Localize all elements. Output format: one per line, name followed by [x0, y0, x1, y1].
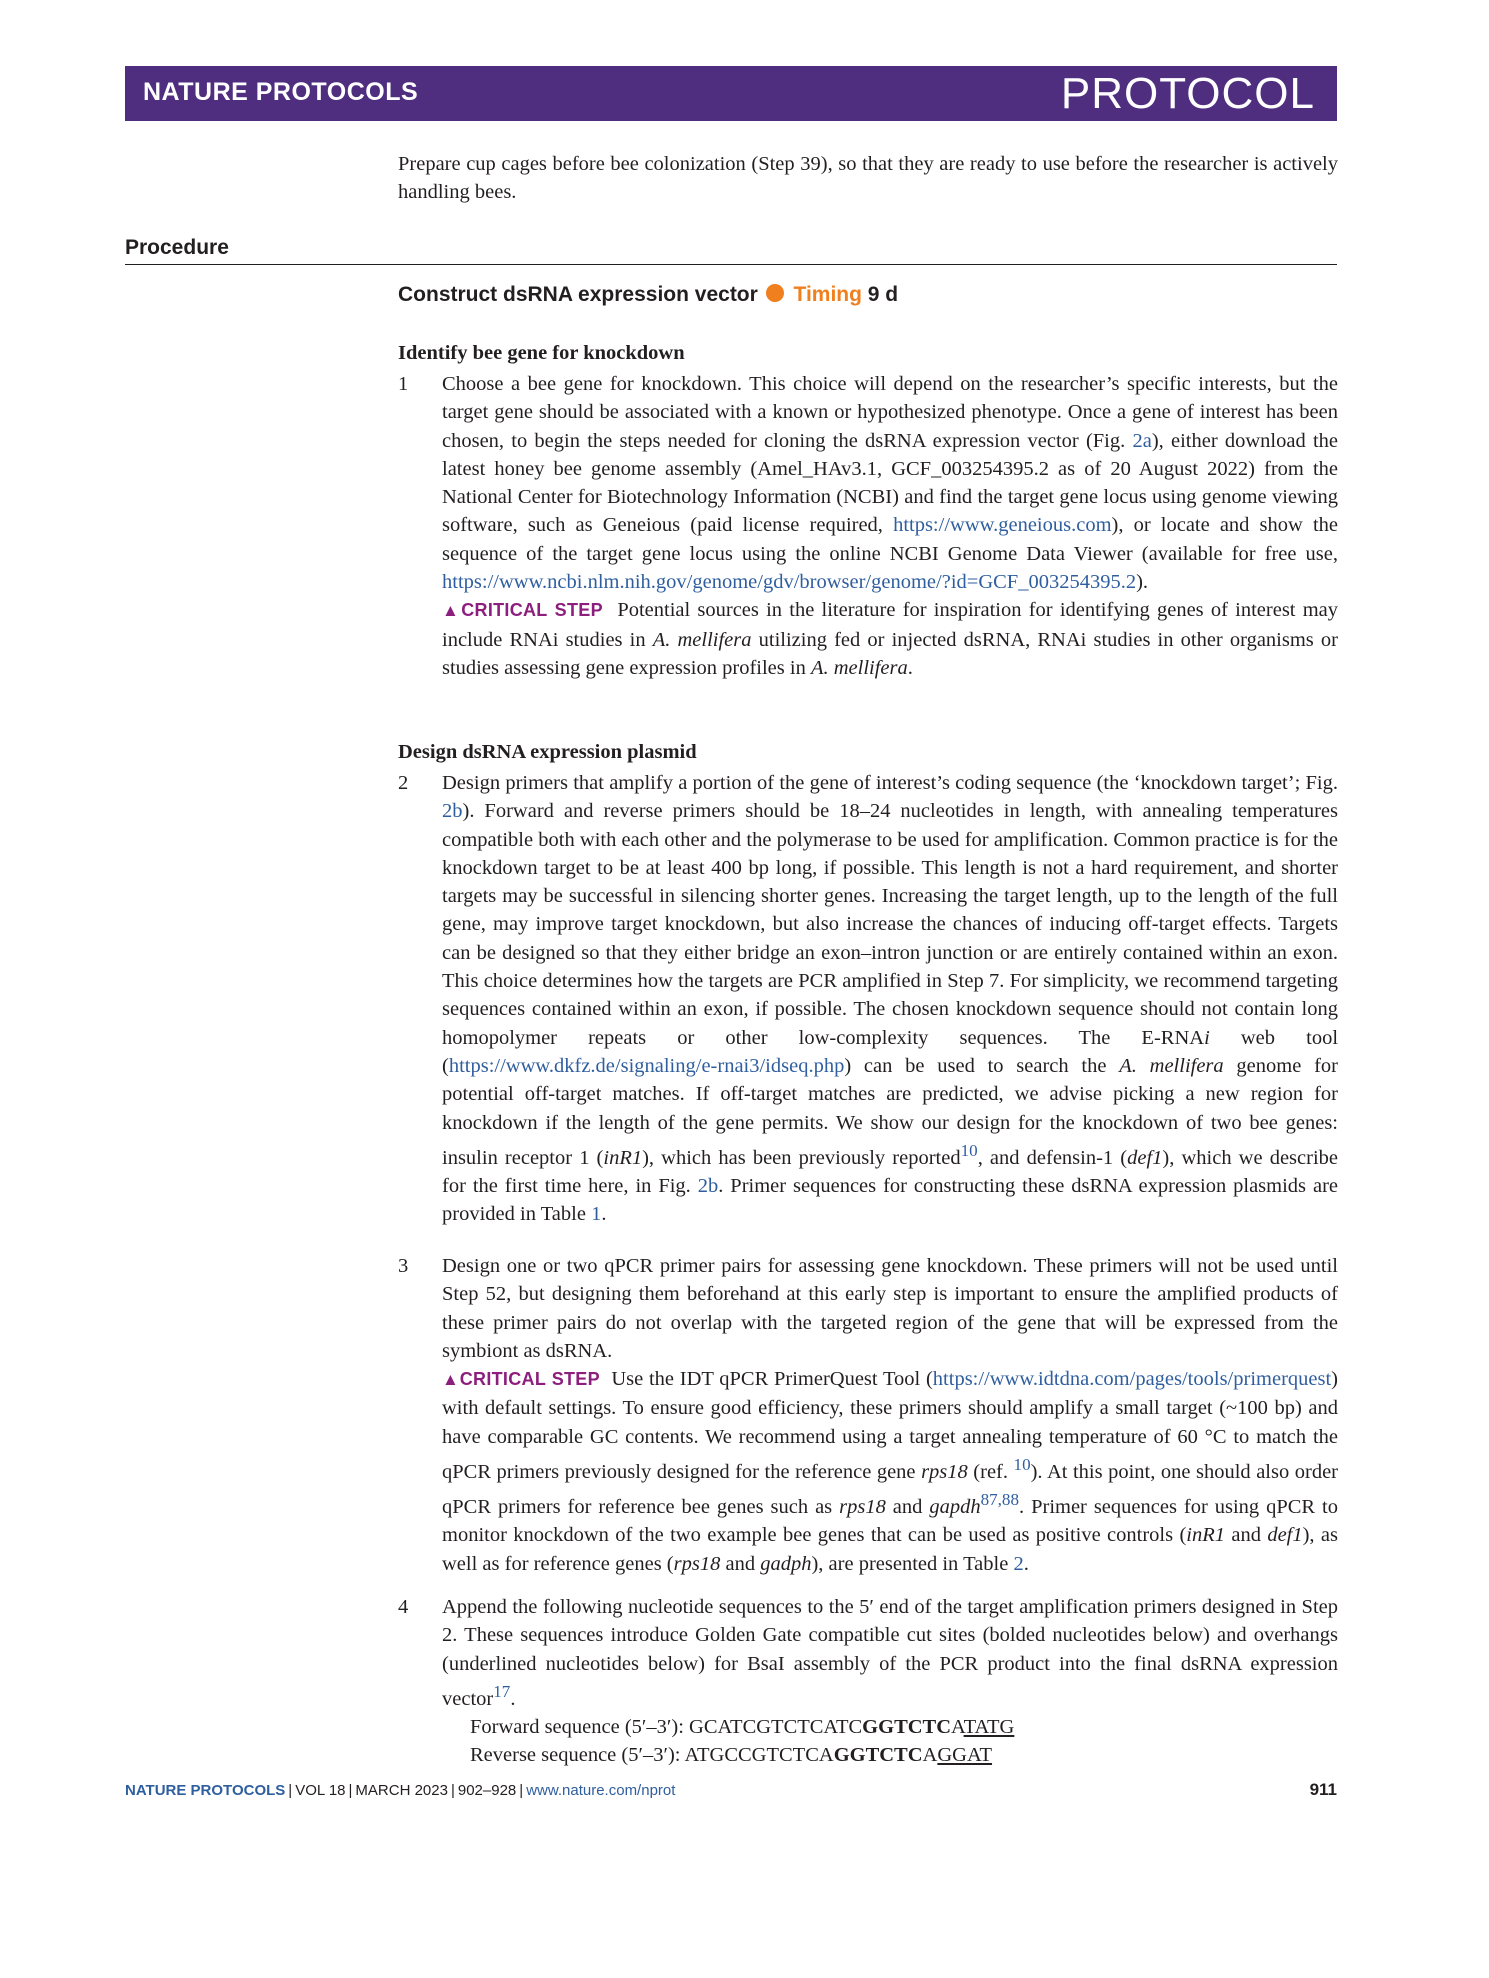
critical-step-label: ▲CRITICAL STEP	[442, 1369, 600, 1390]
step-number: 1	[398, 373, 409, 395]
journal-name: NATURE PROTOCOLS	[143, 78, 419, 106]
primerquest-link[interactable]: https://www.idtdna.com/pages/tools/primerquest	[932, 1368, 1332, 1391]
warning-triangle-icon: ▲	[442, 601, 462, 621]
step-text: Design one or two qPCR primer pairs for assessing gene knockdown. These primers will not be used until Step 52, but designing them beforehand at this early step is important to ensure the amplified products of these primer pairs do not overlap with the targeted region of the gene that will be expressed from the symbiont as dsRNA. ▲CRITICAL STEP Use the IDT qPCR PrimerQuest Tool (https://www.idtdna.com/pages/tools/primerquest) with default settings. To ensure good efficiency, these primers should amplify a small target (~100 bp) and have comparable GC contents. We recommend using a target annealing temperature of 60 °C to match the qPCR primers previously designed for the reference gene rps18 (ref. $^{10}$). At this point, one should also order qPCR primers for reference bee genes such as rps18 and gapdh$^{87,88}$. Primer sequences for using qPCR to monitor knockdown of the two example bee genes that can be used as positive controls (inR1 and def1), as well as for reference genes (rps18 and gadph), are presented in Table 2.	[442, 1255, 1338, 1575]
intro-paragraph: Prepare cup cages before bee colonization (Step 39), so that they are ready to use before the researcher is actively handling bees.	[398, 153, 1338, 204]
ncbi-viewer-link[interactable]: https://www.ncbi.nlm.nih.gov/genome/gdv/browser/genome/?id=GCF_003254395.2	[442, 571, 1137, 594]
header-banner	[125, 66, 1337, 121]
forward-sequence: Forward sequence (5′–3′): GCATCGTCTCATCGGTCTCATATG	[470, 1716, 1015, 1739]
step-2	[398, 769, 1338, 1229]
reverse-sequence: Reverse sequence (5′–3′): ATGCCGTCTCAGGTCTCAGGAT	[470, 1744, 993, 1767]
footer-pages: 902–928	[457, 1782, 517, 1799]
step-4	[398, 1593, 1338, 1770]
timing-dot-icon	[766, 284, 784, 302]
footer-date: MARCH 2023	[355, 1782, 448, 1799]
reference-link[interactable]: 87,88	[980, 1490, 1020, 1510]
subheading-identify-gene: Identify bee gene for knockdown	[398, 342, 685, 364]
step-1	[398, 370, 1338, 682]
critical-step-label: ▲CRITICAL STEP	[442, 600, 603, 621]
reference-link[interactable]: 10	[1013, 1455, 1031, 1475]
procedure-divider	[125, 264, 1337, 265]
article-type: PROTOCOL	[1060, 69, 1315, 118]
reference-link[interactable]: 10	[960, 1140, 978, 1160]
table-link[interactable]: 1	[591, 1203, 602, 1226]
footer-journal: NATURE PROTOCOLS	[125, 1782, 286, 1799]
table-link[interactable]: 2	[1013, 1552, 1024, 1575]
timing-value: 9 d	[867, 283, 899, 306]
step-text: Design primers that amplify a portion of the gene of interest’s coding sequence (the ‘knockdown target’; Fig. 2b). Forward and reverse primers should be 18–24 nucleotides in length, with annealing temperatures compatible both with each other and the polymerase to be used for amplification. Common practice is for the knockdown target to be at least 400 bp long, if possible. This length is not a hard requirement, and shorter targets may be successful in silencing shorter genes. Increasing the target length, up to the length of the full gene, may improve target knockdown, but also increase the chances of inducing off-target effects. Targets can be designed so that they either bridge an exon–intron junction or are entirely contained within an exon. This choice determines how the targets are PCR amplified in Step 7. For simplicity, we recommend targeting sequences contained within an exon, if possible. The chosen knockdown sequence should not contain long homopolymer repeats or other low-complexity sequences. The E-RNAi web tool (https://www.dkfz.de/signaling/e-rnai3/idseq.php) can be used to search the A. mellifera genome for potential off-target matches. If off-target matches are predicted, we advise picking a new region for knockdown if the length of the gene permits. We show our design for the knockdown of two bee genes: insulin receptor 1 (inR1), which has been previously reported$^{10}$, and defensin-1 (def1), which we describe for the first time here, in Fig. 2b. Primer sequences for constructing these dsRNA expression plasmids are provided in Table 1.	[442, 772, 1339, 1226]
step-text: Choose a bee gene for knockdown. This choice will depend on the researcher’s specific interests, but the target gene should be associated with a known or hypothesized phenotype. Once a gene of interest has been chosen, to begin the steps needed for cloning the dsRNA expression vector (Fig. 2a), either download the latest honey bee genome assembly (Amel_HAv3.1, GCF_003254395.2 as of 20 August 2022) from the National Center for Biotechnology Information (NCBI) and find the target gene locus using genome viewing software, such as Geneious (paid license required, https://www.geneious.com), or locate and show the sequence of the target gene locus using the online NCBI Genome Data Viewer (available for free use, https://www.ncbi.nlm.nih.gov/genome/gdv/browser/genome/?id=GCF_003254395.2). ▲CRITICAL STEP Potential sources in the literature for inspiration for identifying genes of interest may include RNAi studies in A. mellifera utilizing fed or injected dsRNA, RNAi studies in other organisms or studies assessing gene expression profiles in A. mellifera.	[442, 373, 1339, 679]
geneious-link[interactable]: https://www.geneious.com	[893, 514, 1112, 537]
timing-label: Timing	[793, 283, 862, 306]
subheading-design-plasmid: Design dsRNA expression plasmid	[398, 741, 697, 763]
step-number: 3	[398, 1255, 409, 1277]
procedure-title: Procedure	[125, 236, 229, 259]
ernai-link[interactable]: https://www.dkfz.de/signaling/e-rnai3/idseq.php	[448, 1054, 845, 1077]
step-number: 2	[398, 772, 409, 794]
footer-volume: VOL 18	[295, 1782, 346, 1799]
warning-triangle-icon: ▲	[442, 1370, 460, 1390]
figure-link[interactable]: 2b	[697, 1174, 719, 1197]
figure-link[interactable]: 2a	[1132, 429, 1152, 452]
page-number: 911	[1309, 1780, 1337, 1799]
section-heading	[398, 283, 898, 307]
step-number: 4	[398, 1596, 409, 1618]
step-3	[398, 1252, 1338, 1578]
reference-link[interactable]: 17	[493, 1681, 511, 1701]
figure-link[interactable]: 2b	[442, 800, 463, 823]
page-footer: NATURE PROTOCOLS | VOL 18 | MARCH 2023 | 902–928 | www.nature.com/nprot 911	[125, 1780, 1337, 1799]
footer-url-link[interactable]: www.nature.com/nprot	[526, 1782, 676, 1799]
section-title: Construct dsRNA expression vector	[398, 283, 758, 306]
step-text: Append the following nucleotide sequences to the 5′ end of the target amplification primers designed in Step 2. These sequences introduce Golden Gate compatible cut sites (bolded nucleotides below) and overhangs (underlined nucleotides below) for BsaI assembly of the PCR product into the final dsRNA expression vector$^{17}$. Forward sequence (5′–3′): GCATCGTCTCATCGGTCTCATATG Reverse sequence (5′–3′): ATGCCGTCTCAGGTCTCAGGAT	[442, 1593, 1338, 1770]
